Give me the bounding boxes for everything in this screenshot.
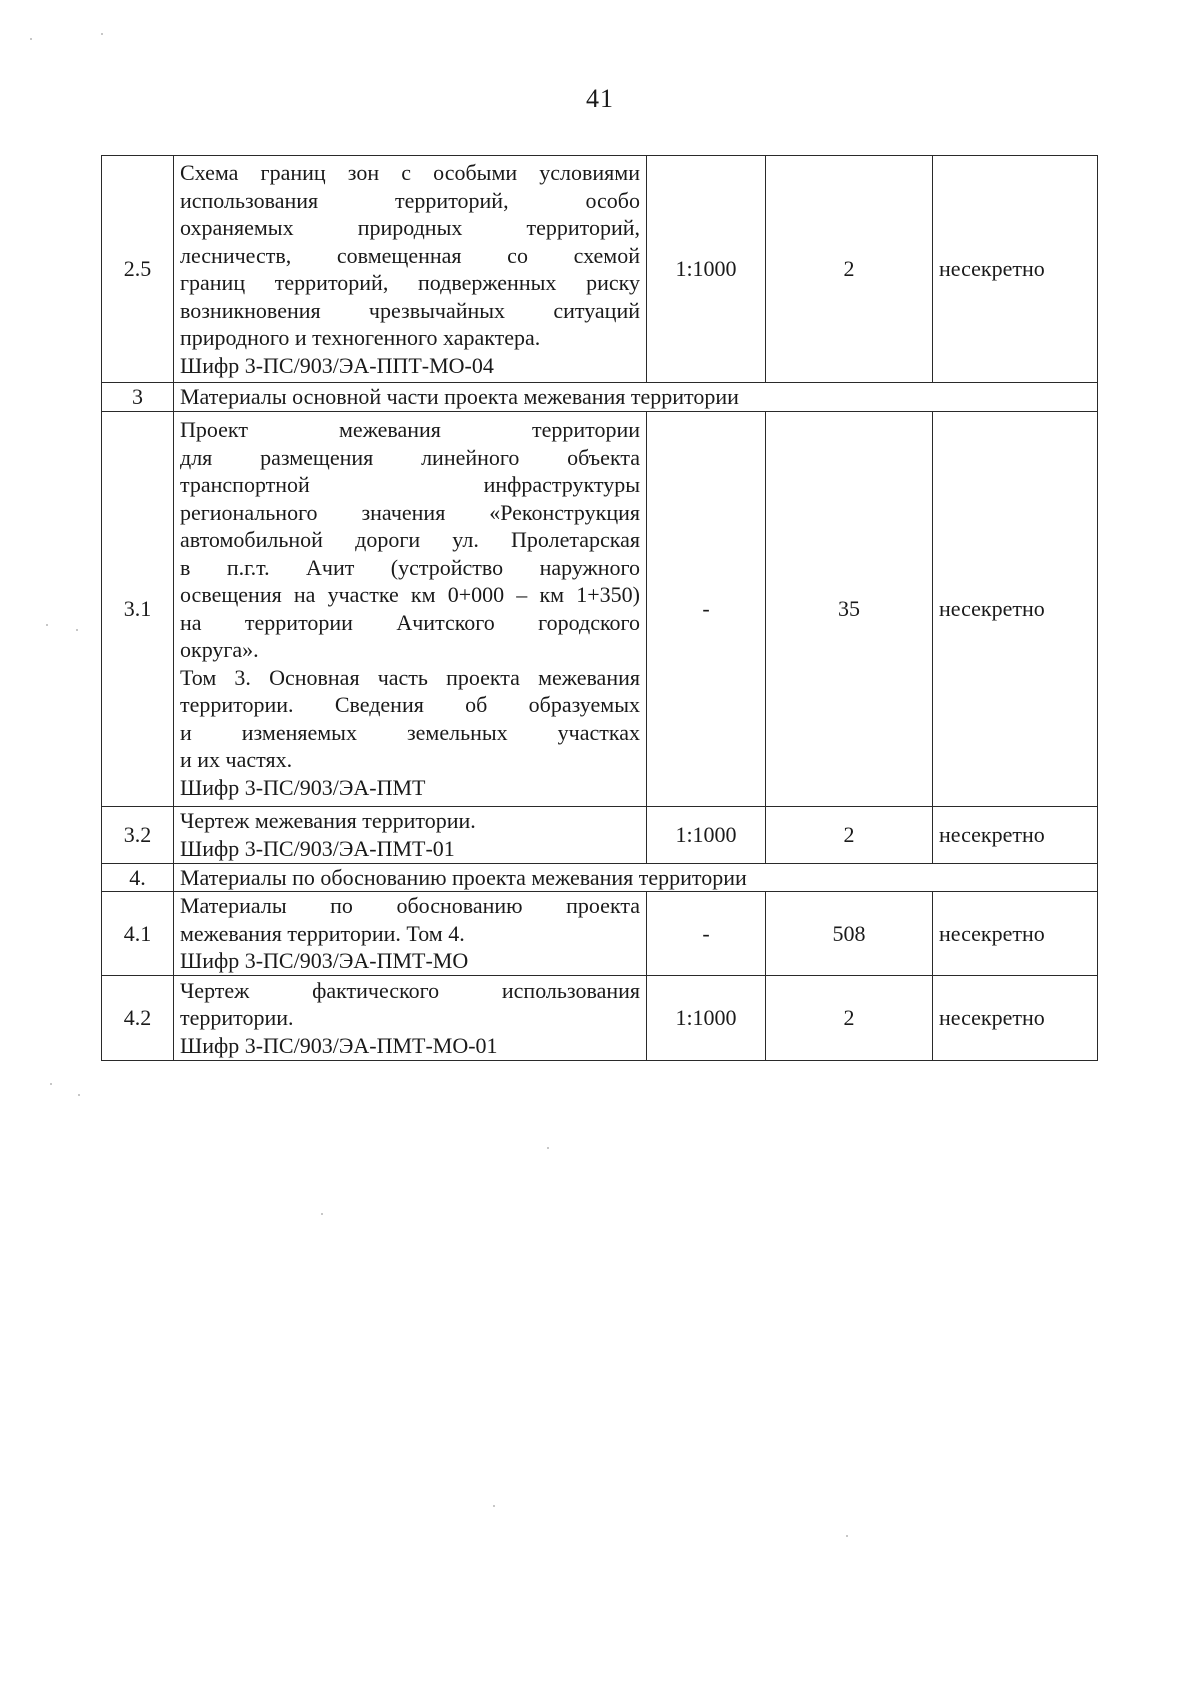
row-number: 4.2 xyxy=(102,976,174,1061)
row-number: 3.1 xyxy=(102,411,174,806)
name-line: и изменяемых земельных участках xyxy=(180,719,640,745)
scale-cell: 1:1000 xyxy=(647,806,766,863)
name-line: автомобильной дороги ул. Пролетарская xyxy=(180,527,640,552)
scale-cell: - xyxy=(647,892,766,976)
document-name xyxy=(174,892,647,976)
name-line: межевания территории. Том 4. xyxy=(180,920,465,946)
name-line: освещения на участке км 0+000 – км 1+350) xyxy=(180,582,640,607)
name-line: Материалы по обоснованию проекта xyxy=(180,893,640,919)
secrecy-cell: несекретно xyxy=(933,976,1098,1061)
row-number: 3.2 xyxy=(102,806,174,863)
name-line: территории. Сведения об образуемых xyxy=(180,692,640,717)
document-name xyxy=(174,156,647,383)
sheets-cell: 35 xyxy=(766,411,933,806)
name-line: Шифр 3-ПС/903/ЭА-ППТ-МО-04 xyxy=(180,352,494,378)
name-line: природного и техногенного характера. xyxy=(180,325,541,350)
scale-cell: - xyxy=(647,411,766,806)
sheets-cell: 2 xyxy=(766,806,933,863)
name-line: в п.г.т. Ачит (устройство наружного xyxy=(180,554,640,580)
section-row xyxy=(102,863,1098,892)
name-line: Шифр 3-ПС/903/ЭА-ПМТ-01 xyxy=(180,835,455,861)
name-line: Том 3. Основная часть проекта межевания xyxy=(180,664,640,690)
row-number: 4. xyxy=(102,863,174,892)
name-line: границ территорий, подверженных риску xyxy=(180,270,640,295)
name-line: и их частях. xyxy=(180,747,293,772)
row-number: 2.5 xyxy=(102,156,174,383)
section-title: Материалы по обоснованию проекта межевания территории xyxy=(174,863,1098,892)
name-line: использования территорий, особо xyxy=(180,187,640,213)
row-number: 4.1 xyxy=(102,892,174,976)
name-line: транспортной инфраструктуры xyxy=(180,472,640,497)
table-row xyxy=(102,156,1098,383)
table-row xyxy=(102,806,1098,863)
scan-speck xyxy=(846,1535,848,1537)
name-line: Проект межевания территории xyxy=(180,417,640,442)
scan-speck xyxy=(46,624,48,626)
name-line: лесничеств, совмещенная со схемой xyxy=(180,242,640,268)
document-table xyxy=(101,155,1098,1061)
sheets-cell: 2 xyxy=(766,156,933,383)
name-line: регионального значения «Реконструкция xyxy=(180,499,640,525)
scan-speck xyxy=(30,38,32,40)
name-line: Шифр 3-ПС/903/ЭА-ПМТ-МО-01 xyxy=(180,1032,498,1058)
secrecy-cell: несекретно xyxy=(933,411,1098,806)
document-name xyxy=(174,411,647,806)
document-name xyxy=(174,806,647,863)
name-line: для размещения линейного объекта xyxy=(180,444,640,470)
scan-speck xyxy=(101,33,103,35)
scale-cell: 1:1000 xyxy=(647,156,766,383)
scan-speck xyxy=(76,629,78,631)
secrecy-cell: несекретно xyxy=(933,156,1098,383)
scan-speck xyxy=(493,1505,495,1507)
name-line: на территории Ачитского городского xyxy=(180,609,640,635)
sheets-cell: 508 xyxy=(766,892,933,976)
row-number: 3 xyxy=(102,383,174,412)
section-row xyxy=(102,383,1098,412)
section-title: Материалы основной части проекта межевания территории xyxy=(174,383,1098,412)
scale-cell: 1:1000 xyxy=(647,976,766,1061)
name-line: возникновения чрезвычайных ситуаций xyxy=(180,297,640,323)
name-line: Шифр 3-ПС/903/ЭА-ПМТ xyxy=(180,774,426,800)
name-line: Схема границ зон с особыми условиями xyxy=(180,160,640,185)
name-line: охраняемых природных территорий, xyxy=(180,215,640,240)
table-row xyxy=(102,892,1098,976)
name-line: округа». xyxy=(180,637,259,662)
name-line: Шифр 3-ПС/903/ЭА-ПМТ-МО xyxy=(180,948,469,974)
name-line: Чертеж межевания территории. xyxy=(180,808,476,833)
document-name xyxy=(174,976,647,1061)
name-line: территории. xyxy=(180,1005,294,1031)
sheets-cell: 2 xyxy=(766,976,933,1061)
secrecy-cell: несекретно xyxy=(933,806,1098,863)
scan-speck xyxy=(547,1147,549,1149)
scan-speck xyxy=(321,1213,323,1215)
secrecy-cell: несекретно xyxy=(933,892,1098,976)
table-row xyxy=(102,411,1098,806)
scan-speck xyxy=(50,1083,52,1085)
table-row xyxy=(102,976,1098,1061)
name-line: Чертеж фактического использования xyxy=(180,977,640,1003)
page-number: 41 xyxy=(586,84,614,113)
scan-speck xyxy=(78,1094,80,1096)
